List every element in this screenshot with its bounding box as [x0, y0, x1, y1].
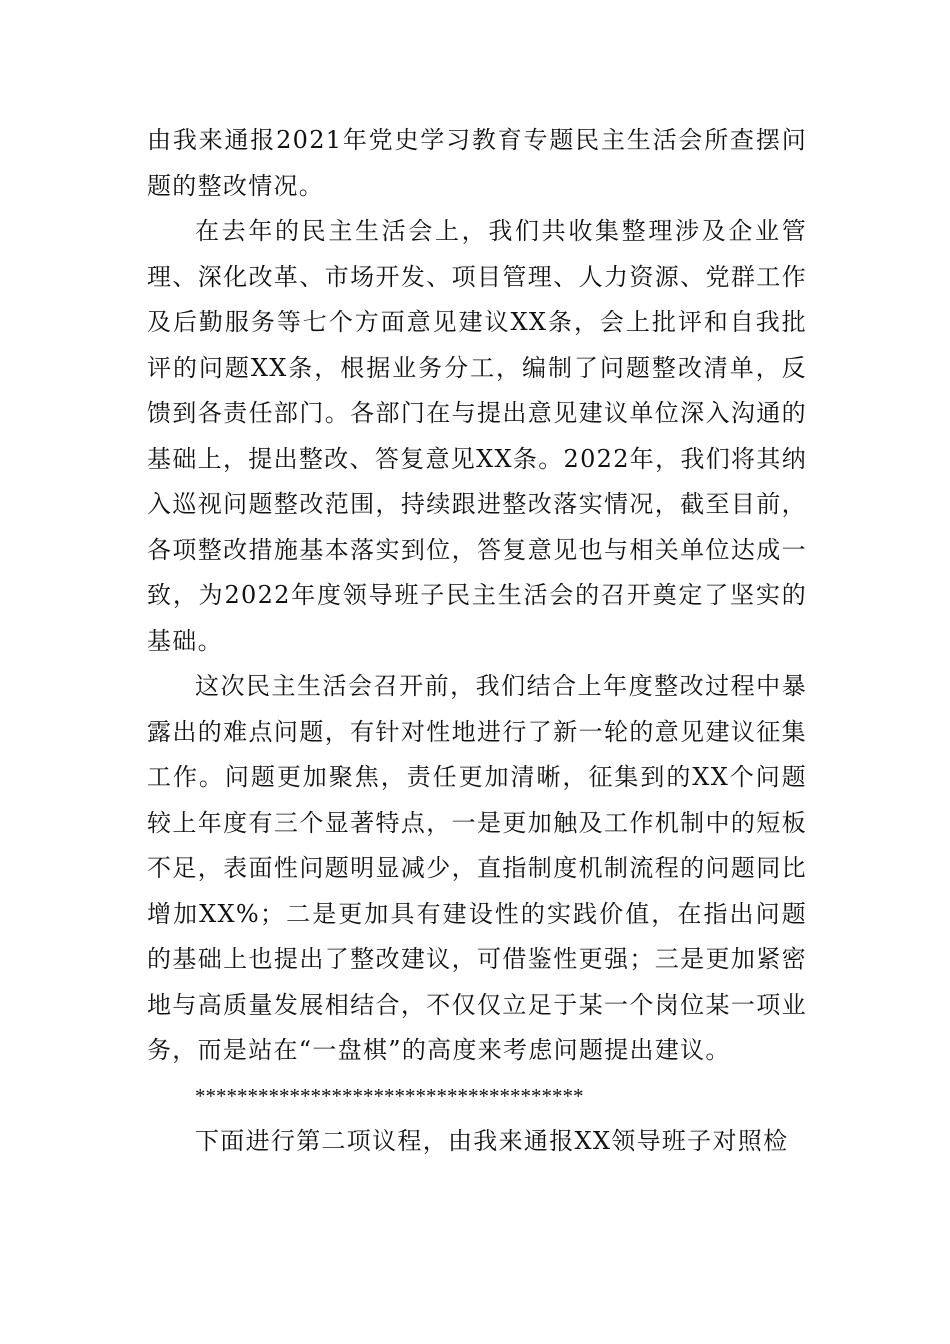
paragraph-this-year-features: 这次民主生活会召开前，我们结合上年度整改过程中暴露出的难点问题，有针对性地进行了新一轮的意见建议征集工作。问题更加聚焦，责任更加清晰，征集到的XX个问题较上年度有三个显著特点，一是更加触及工作机制中的短板不足，表面性问题明显减少，直指制度机制流程的问题同比增加XX%；二是更加具有建设性的实践价值，在指出问题的基础上也提出了整改建议，可借鉴性更强；三是更加紧密地与高质量发展相结合，不仅仅立足于某一个岗位某一项业务，而是站在“一盘棋”的高度来考虑问题提出建议。 — [147, 672, 807, 1064]
document-body — [147, 118, 807, 1165]
section-separator: ************************************* — [195, 1083, 584, 1108]
paragraph-next-agenda: 下面进行第二项议程，由我来通报XX领导班子对照检 — [195, 1127, 789, 1155]
paragraph-rectification-intro: 由我来通报2021年党史学习教育专题民主生活会所查摆问题的整改情况。 — [147, 126, 807, 200]
paragraph-last-year-summary: 在去年的民主生活会上，我们共收集整理涉及企业管理、深化改革、市场开发、项目管理、人力资源、党群工作及后勤服务等七个方面意见建议XX条，会上批评和自我批评的问题XX条，根据业务分工，编制了问题整改清单，反馈到各责任部门。各部门在与提出意见建议单位深入沟通的基础上，提出整改、答复意见XX条。2022年，我们将其纳入巡视问题整改范围，持续跟进整改落实情况，截至目前，各项整改措施基本落实到位，答复意见也与相关单位达成一致，为2022年度领导班子民主生活会的召开奠定了坚实的基础。 — [147, 217, 807, 655]
